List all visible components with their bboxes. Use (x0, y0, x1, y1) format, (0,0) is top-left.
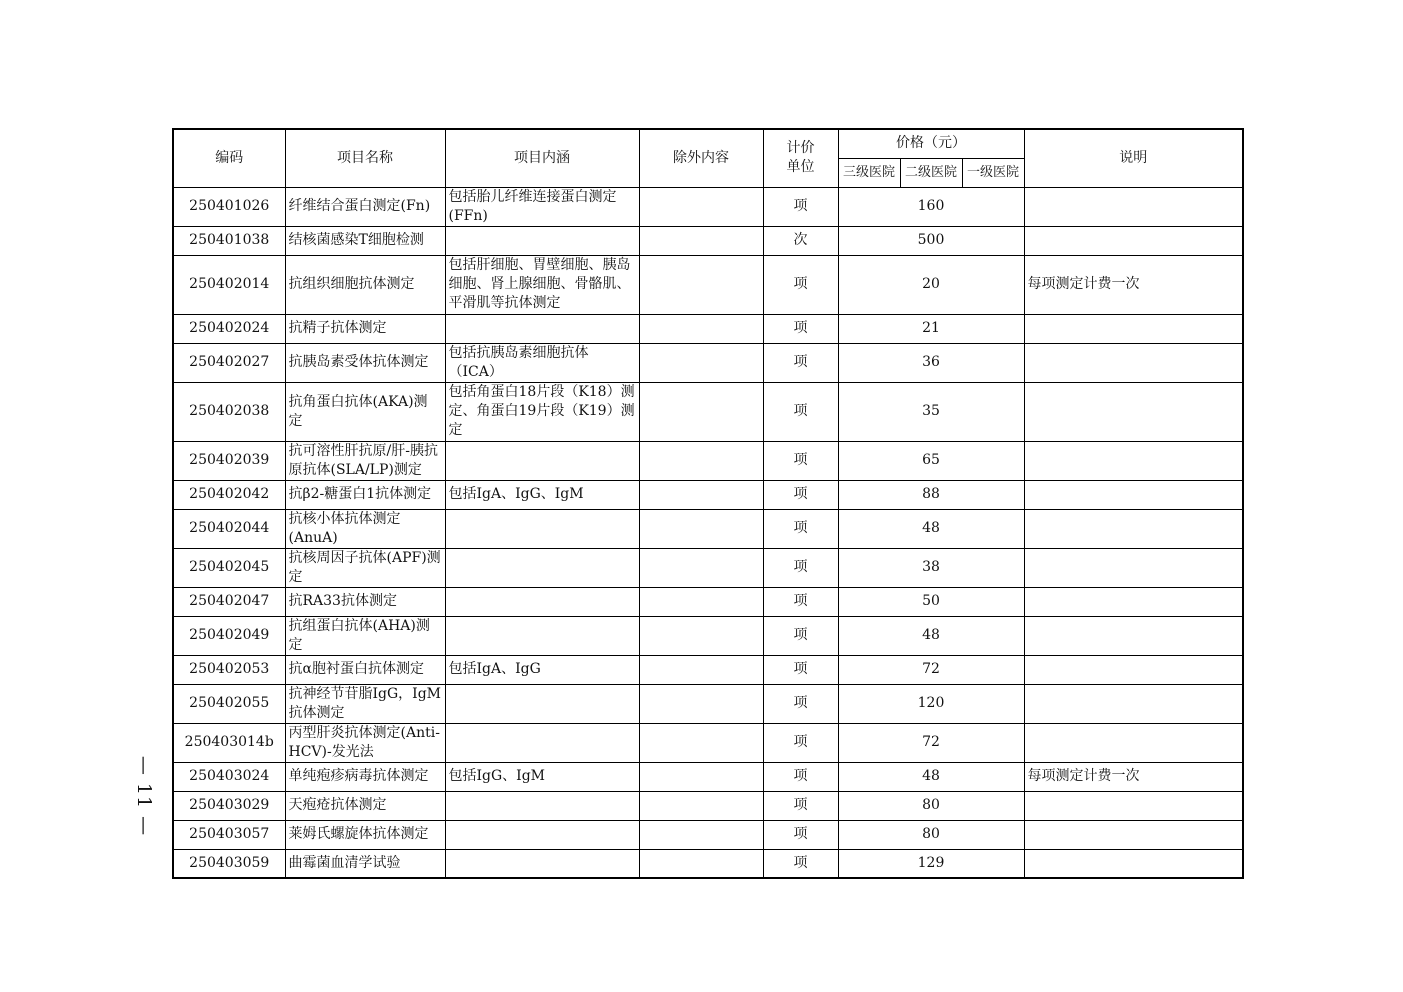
code-cell: 250401038 (173, 226, 285, 255)
excluded-cell (639, 684, 763, 723)
note-cell (1024, 314, 1243, 343)
price-cell: 72 (838, 655, 1024, 684)
content-cell (445, 314, 639, 343)
code-cell: 250401026 (173, 187, 285, 226)
excluded-cell (639, 791, 763, 820)
unit-cell: 项 (763, 762, 838, 791)
excluded-cell (639, 820, 763, 849)
unit-cell: 项 (763, 187, 838, 226)
note-cell (1024, 343, 1243, 382)
note-cell (1024, 587, 1243, 616)
excluded-cell (639, 343, 763, 382)
content-cell (445, 684, 639, 723)
table-row (173, 791, 1243, 820)
excluded-cell (639, 655, 763, 684)
page-number (132, 748, 156, 844)
table-row (173, 343, 1243, 382)
code-cell: 250403014b (173, 723, 285, 762)
excluded-cell (639, 762, 763, 791)
price-cell: 48 (838, 762, 1024, 791)
price-cell: 80 (838, 820, 1024, 849)
name-cell: 抗可溶性肝抗原/肝-胰抗原抗体(SLA/LP)测定 (285, 441, 445, 480)
price-cell: 160 (838, 187, 1024, 226)
unit-cell: 项 (763, 791, 838, 820)
excluded-cell (639, 480, 763, 509)
price-cell: 48 (838, 509, 1024, 548)
header-tier1: 一级医院 (962, 158, 1024, 187)
unit-cell: 项 (763, 723, 838, 762)
code-cell: 250402039 (173, 441, 285, 480)
header-tier3: 三级医院 (838, 158, 900, 187)
note-cell (1024, 187, 1243, 226)
table-row (173, 548, 1243, 587)
content-cell: 包括抗胰岛素细胞抗体（ICA） (445, 343, 639, 382)
content-cell (445, 587, 639, 616)
header-excluded: 除外内容 (639, 129, 763, 187)
unit-cell: 项 (763, 314, 838, 343)
content-cell (445, 791, 639, 820)
header-price: 价格（元） (838, 129, 1024, 158)
unit-cell: 项 (763, 587, 838, 616)
name-cell: 抗胰岛素受体抗体测定 (285, 343, 445, 382)
table-row (173, 314, 1243, 343)
table-row (173, 762, 1243, 791)
unit-cell: 项 (763, 382, 838, 441)
price-cell: 21 (838, 314, 1024, 343)
note-cell: 每项测定计费一次 (1024, 762, 1243, 791)
price-cell: 35 (838, 382, 1024, 441)
unit-cell: 项 (763, 548, 838, 587)
price-cell: 80 (838, 791, 1024, 820)
name-cell: 莱姆氏螺旋体抗体测定 (285, 820, 445, 849)
code-cell: 250402047 (173, 587, 285, 616)
excluded-cell (639, 255, 763, 314)
header-note: 说明 (1024, 129, 1243, 187)
table-row (173, 684, 1243, 723)
name-cell: 抗精子抗体测定 (285, 314, 445, 343)
name-cell: 结核菌感染T细胞检测 (285, 226, 445, 255)
table-body (173, 187, 1243, 878)
content-cell: 包括IgA、IgG (445, 655, 639, 684)
price-cell: 129 (838, 849, 1024, 878)
header-tier2: 二级医院 (900, 158, 962, 187)
note-cell (1024, 548, 1243, 587)
name-cell: 抗组织细胞抗体测定 (285, 255, 445, 314)
name-cell: 单纯疱疹病毒抗体测定 (285, 762, 445, 791)
excluded-cell (639, 616, 763, 655)
excluded-cell (639, 509, 763, 548)
note-cell (1024, 723, 1243, 762)
code-cell: 250402045 (173, 548, 285, 587)
table-row (173, 480, 1243, 509)
code-cell: 250403024 (173, 762, 285, 791)
note-cell: 每项测定计费一次 (1024, 255, 1243, 314)
code-cell: 250402044 (173, 509, 285, 548)
note-cell (1024, 684, 1243, 723)
table-row (173, 849, 1243, 878)
name-cell: 抗RA33抗体测定 (285, 587, 445, 616)
code-cell: 250402027 (173, 343, 285, 382)
code-cell: 250402024 (173, 314, 285, 343)
excluded-cell (639, 314, 763, 343)
unit-cell: 项 (763, 820, 838, 849)
note-cell (1024, 655, 1243, 684)
excluded-cell (639, 382, 763, 441)
content-cell: 包括胎儿纤维连接蛋白测定(FFn) (445, 187, 639, 226)
excluded-cell (639, 723, 763, 762)
unit-cell: 项 (763, 849, 838, 878)
price-cell: 72 (838, 723, 1024, 762)
table-row (173, 723, 1243, 762)
table-row (173, 820, 1243, 849)
name-cell: 抗组蛋白抗体(AHA)测定 (285, 616, 445, 655)
excluded-cell (639, 441, 763, 480)
content-cell (445, 616, 639, 655)
unit-cell: 项 (763, 441, 838, 480)
note-cell (1024, 616, 1243, 655)
price-cell: 20 (838, 255, 1024, 314)
price-cell: 500 (838, 226, 1024, 255)
table-row (173, 655, 1243, 684)
excluded-cell (639, 849, 763, 878)
code-cell: 250403057 (173, 820, 285, 849)
code-cell: 250402049 (173, 616, 285, 655)
note-cell (1024, 849, 1243, 878)
code-cell: 250402042 (173, 480, 285, 509)
price-cell: 50 (838, 587, 1024, 616)
note-cell (1024, 226, 1243, 255)
content-cell (445, 548, 639, 587)
name-cell: 抗β2-糖蛋白1抗体测定 (285, 480, 445, 509)
content-cell: 包括肝细胞、胃壁细胞、胰岛细胞、肾上腺细胞、骨骼肌、平滑肌等抗体测定 (445, 255, 639, 314)
content-cell (445, 441, 639, 480)
header-code: 编码 (173, 129, 285, 187)
content-cell (445, 723, 639, 762)
name-cell: 抗核周因子抗体(APF)测定 (285, 548, 445, 587)
note-cell (1024, 480, 1243, 509)
note-cell (1024, 791, 1243, 820)
unit-cell: 项 (763, 509, 838, 548)
code-cell: 250402053 (173, 655, 285, 684)
content-cell (445, 509, 639, 548)
name-cell: 抗角蛋白抗体(AKA)测定 (285, 382, 445, 441)
table-row (173, 226, 1243, 255)
unit-cell: 项 (763, 255, 838, 314)
excluded-cell (639, 548, 763, 587)
table-header (173, 129, 1243, 187)
unit-cell: 次 (763, 226, 838, 255)
excluded-cell (639, 587, 763, 616)
table-row (173, 187, 1243, 226)
code-cell: 250402055 (173, 684, 285, 723)
content-cell: 包括角蛋白18片段（K18）测定、角蛋白19片段（K19）测定 (445, 382, 639, 441)
header-name: 项目名称 (285, 129, 445, 187)
unit-cell: 项 (763, 684, 838, 723)
note-cell (1024, 820, 1243, 849)
page-number-text: — 11 — (133, 755, 156, 837)
content-cell (445, 849, 639, 878)
price-cell: 120 (838, 684, 1024, 723)
note-cell (1024, 509, 1243, 548)
content-cell: 包括IgA、IgG、IgM (445, 480, 639, 509)
name-cell: 丙型肝炎抗体测定(Anti-HCV)-发光法 (285, 723, 445, 762)
code-cell: 250403029 (173, 791, 285, 820)
price-cell: 38 (838, 548, 1024, 587)
content-cell: 包括IgG、IgM (445, 762, 639, 791)
header-unit: 计价单位 (763, 129, 838, 187)
table-row (173, 509, 1243, 548)
code-cell: 250403059 (173, 849, 285, 878)
name-cell: 抗核小体抗体测定(AnuA) (285, 509, 445, 548)
price-cell: 48 (838, 616, 1024, 655)
note-cell (1024, 382, 1243, 441)
excluded-cell (639, 226, 763, 255)
table-row (173, 616, 1243, 655)
name-cell: 抗神经节苷脂IgG，IgM抗体测定 (285, 684, 445, 723)
table-row (173, 382, 1243, 441)
content-cell (445, 820, 639, 849)
price-cell: 88 (838, 480, 1024, 509)
name-cell: 纤维结合蛋白测定(Fn) (285, 187, 445, 226)
name-cell: 曲霉菌血清学试验 (285, 849, 445, 878)
content-cell (445, 226, 639, 255)
code-cell: 250402014 (173, 255, 285, 314)
unit-cell: 项 (763, 655, 838, 684)
header-content: 项目内涵 (445, 129, 639, 187)
table-row (173, 255, 1243, 314)
code-cell: 250402038 (173, 382, 285, 441)
price-table (172, 128, 1244, 879)
price-cell: 36 (838, 343, 1024, 382)
name-cell: 天疱疮抗体测定 (285, 791, 445, 820)
table-row (173, 441, 1243, 480)
price-cell: 65 (838, 441, 1024, 480)
table-row (173, 587, 1243, 616)
name-cell: 抗α胞衬蛋白抗体测定 (285, 655, 445, 684)
excluded-cell (639, 187, 763, 226)
unit-cell: 项 (763, 480, 838, 509)
unit-cell: 项 (763, 343, 838, 382)
note-cell (1024, 441, 1243, 480)
unit-cell: 项 (763, 616, 838, 655)
